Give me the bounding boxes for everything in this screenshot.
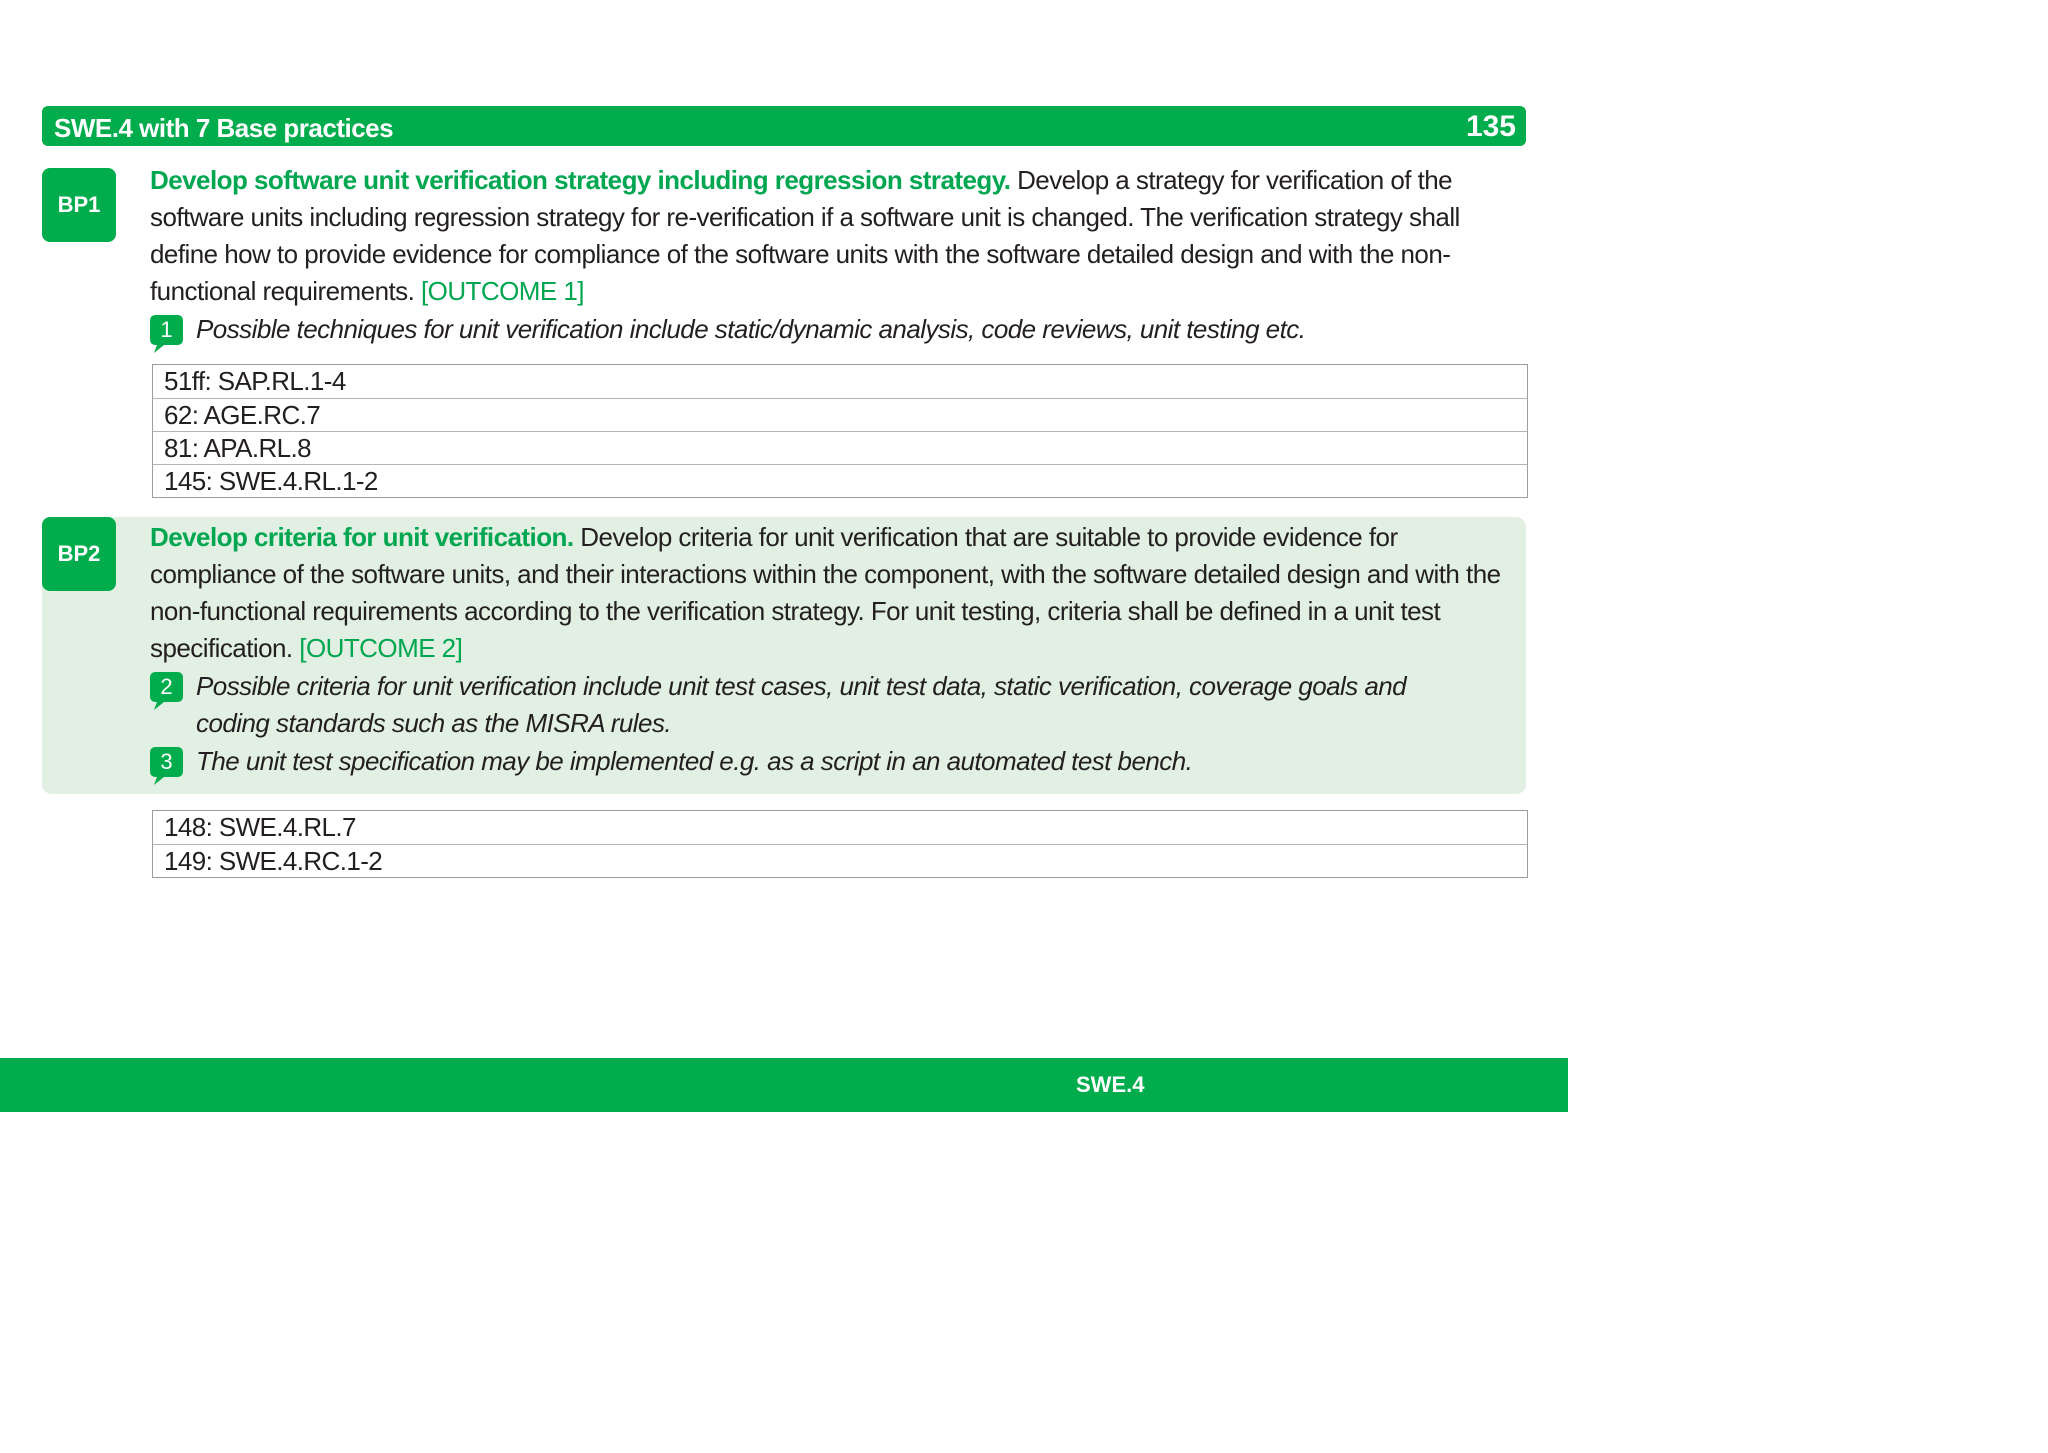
page-number: 135: [1465, 110, 1516, 143]
bp2-badge: BP2: [42, 517, 116, 591]
reference-row: 81: APA.RL.8: [153, 431, 1527, 464]
reference-row: 51ff: SAP.RL.1-4: [164, 366, 346, 396]
bp1-reference-table: [152, 364, 1528, 498]
footer-label: SWE.4: [1076, 1072, 1145, 1097]
bp1-paragraph: [150, 162, 1528, 310]
bp2-title: Develop criteria for unit verification.: [150, 522, 574, 552]
reference-row: 149: SWE.4.RC.1-2: [153, 844, 1527, 877]
bp2-paragraph: [150, 519, 1528, 667]
reference-row: 62: AGE.RC.7: [153, 398, 1527, 431]
bp2-reference-table: [152, 810, 1528, 878]
section-title: SWE.4 with 7 Base practices: [54, 113, 394, 143]
bp1-outcome: [OUTCOME 1]: [420, 276, 584, 306]
reference-row: 145: SWE.4.RL.1-2: [153, 464, 1527, 497]
note-number: 3: [160, 749, 173, 774]
bp1-badge: BP1: [42, 168, 116, 242]
reference-row: 148: SWE.4.RL.7: [164, 812, 356, 842]
bp1-text: Develop a strategy for verification of the software units including regression strategy for re-verification if a software unit is changed. The verification strategy shall define how to provide evidence for compliance of the software units with the software detailed design and with the non-functional requirements.: [150, 165, 1460, 306]
note-number: 2: [160, 674, 173, 699]
section-header: [42, 106, 1526, 146]
bp2-text: Develop criteria for unit verification that are suitable to provide evidence for compliance of the software units, and their interactions within the component, with the software detailed design and with the non-functional requirements according to the verification strategy. For unit testing, criteria shall be defined in a unit test specification.: [150, 522, 1501, 663]
bp2-outcome: [OUTCOME 2]: [299, 633, 463, 663]
bp1-title: Develop software unit verification strategy including regression strategy.: [150, 165, 1011, 195]
note-number: 1: [160, 317, 173, 342]
note-text: Possible criteria for unit verification include unit test cases, unit test data, static verification, coverage goals and coding standards such as the MISRA rules.: [196, 671, 1407, 738]
footer-bar: [0, 1058, 1568, 1112]
note-text: Possible techniques for unit verification include static/dynamic analysis, code reviews, unit testing etc.: [196, 314, 1306, 344]
note-text: The unit test specification may be implemented e.g. as a script in an automated test bench.: [196, 746, 1193, 776]
